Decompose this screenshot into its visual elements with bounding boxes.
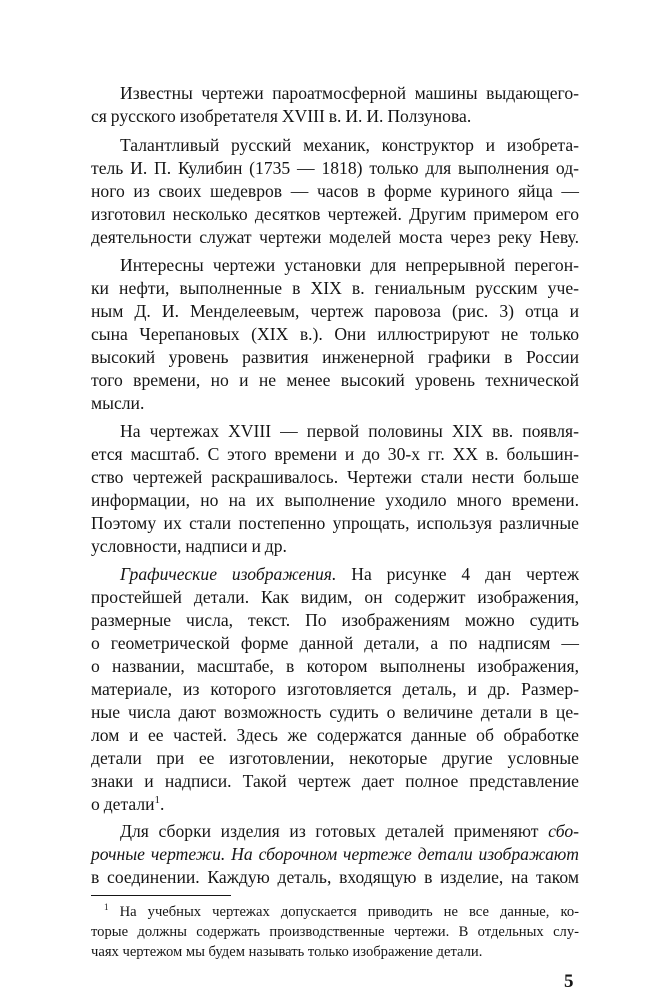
text-line: ного из своих шедевров — часов в форме куриного яйца — [91, 181, 579, 201]
text-line: высокий уровень развития инженерной графики в России [91, 347, 579, 367]
footnote-reference: 1 [154, 794, 160, 807]
text-line: знаки и надписи. Такой чертеж дает полное представление [91, 771, 579, 791]
footnote-line: чаях чертежом мы будем называть только изображение детали. [91, 944, 483, 960]
text-line: простейшей детали. Как видим, он содержит изображения, [91, 587, 579, 607]
text-line: Интересны чертежи установки для непрерывной перегон- [120, 255, 579, 275]
italic-term: сбо- [548, 821, 579, 841]
footnote-line: торые должны содержать производственные чертежи. В отдельных слу- [91, 924, 579, 940]
text-line: размерные числа, текст. По изображениям можно судить [91, 610, 579, 630]
text-fragment: о детали [91, 794, 155, 814]
page-number: 5 [564, 971, 574, 992]
text-line: ство чертежей раскрашивалось. Чертежи стали нести больше [91, 467, 579, 487]
text-fragment: Для сборки изделия из готовых деталей применяют [120, 821, 549, 841]
text-line: о названии, масштабе, в котором выполнены изображения, [91, 656, 579, 676]
italic-term: чертежи. На сборочном чертеже детали изображают [150, 844, 579, 864]
text-line: мысли. [91, 393, 145, 413]
text-line: лом и ее частей. Здесь же содержатся данные об обработке [91, 725, 579, 745]
text-line: ся русского изобретателя XVIII в. И. И. Ползунова. [91, 106, 472, 126]
text-fragment: На рисунке 4 дан чертеж [336, 564, 579, 584]
footnote-marker: 1 [104, 902, 109, 913]
text-line: ки нефти, выполненные в XIX в. гениальным русским уче- [91, 278, 579, 298]
footnote-divider [91, 895, 231, 896]
italic-term: рочные [91, 844, 145, 864]
text-line: о геометрической форме данной детали, а по надписям — [91, 633, 579, 653]
text-line: материале, из которого изготовляется деталь, и др. Размер- [91, 679, 579, 699]
italic-heading: Графические изображения. [120, 564, 337, 584]
text-line: ется масштаб. С этого времени и до 30-х гг. XX в. большин- [91, 444, 579, 464]
text-line: Поэтому их стали постепенно упрощать, используя различные [91, 513, 579, 533]
text-line: сына Черепановых (XIX в.). Они иллюстрируют не только [91, 324, 579, 344]
text-line: условности, надписи и др. [91, 536, 287, 556]
text-line: тель И. П. Кулибин (1735 — 1818) только для выполнения од- [91, 158, 579, 178]
text-line: ные числа дают возможность судить о величине детали в це- [91, 702, 579, 722]
footnote-line [104, 902, 579, 923]
text-line [91, 791, 579, 817]
text-line: в соединении. Каждую деталь, входящую в изделие, на таком [91, 867, 579, 887]
text-line: На чертежах XVIII — первой половины XIX вв. появля- [120, 421, 579, 441]
text-line: изготовил несколько десятков чертежей. Другим примером его [91, 204, 579, 224]
text-line: Известны чертежи пароатмосферной машины выдающего- [120, 83, 579, 103]
text-line: Талантливый русский механик, конструктор и изобрета- [120, 135, 579, 155]
text-fragment: . [159, 794, 165, 814]
text-line: детали при ее изготовлении, некоторые другие условные [91, 748, 579, 768]
text-line: информации, но на их выполнение уходило много времени. [91, 490, 579, 510]
text-line: деятельности служат чертежи моделей моста через реку Неву. [91, 227, 579, 247]
text-line: того времени, но и не менее высокий уровень технической [91, 370, 579, 390]
text-fragment: На учебных чертежах допускается приводить не все данные, ко- [108, 904, 579, 920]
text-line: ным Д. И. Менделеевым, чертеж паровоза (рис. 3) отца и [91, 301, 579, 321]
